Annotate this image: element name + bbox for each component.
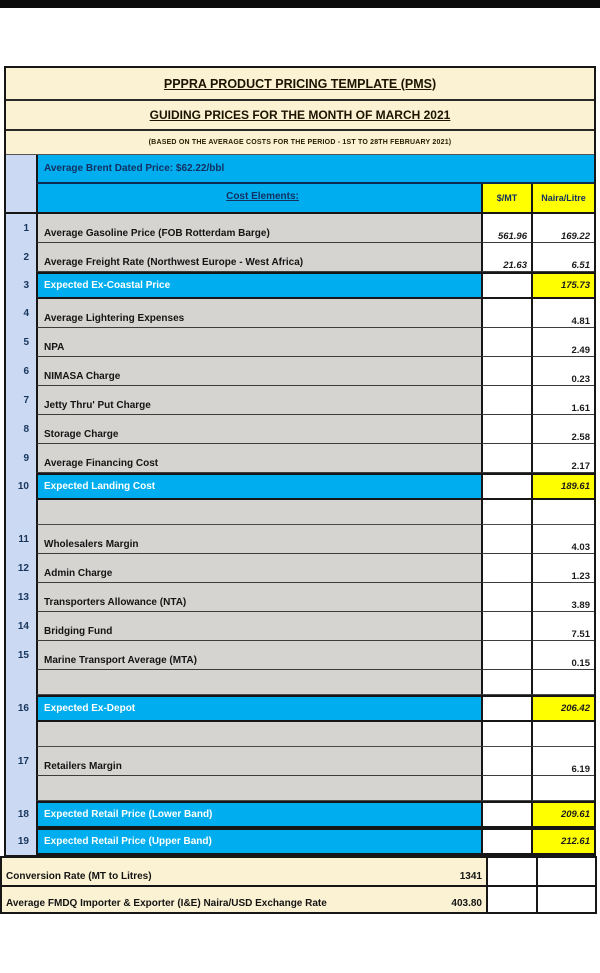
table-row xyxy=(6,695,594,722)
naira-litre-value: 1.23 xyxy=(571,571,590,582)
naira-litre-value: 2.58 xyxy=(571,432,590,443)
naira-litre-value-cell xyxy=(531,386,594,415)
usd-mt-value-cell xyxy=(481,554,531,583)
footer-usd-mt-cell xyxy=(486,887,536,912)
naira-litre-value: 6.51 xyxy=(571,260,590,271)
table-row xyxy=(6,583,594,612)
row-number-cell: 12 xyxy=(6,554,36,583)
row-number-cell: 10 xyxy=(6,473,36,500)
cost-element-label: Expected Retail Price (Lower Band) xyxy=(36,801,481,828)
usd-mt-value-cell xyxy=(481,747,531,776)
row-number-cell xyxy=(6,722,36,747)
row-number-cell: 16 xyxy=(6,695,36,722)
row-number-cell: 2 xyxy=(6,243,36,272)
row-number-cell: 18 xyxy=(6,801,36,828)
exchange-rate-row xyxy=(2,885,595,912)
spacer-row xyxy=(6,776,594,801)
table-row xyxy=(6,299,594,328)
naira-litre-value: 4.03 xyxy=(571,542,590,553)
usd-mt-value-cell xyxy=(481,328,531,357)
usd-mt-value-cell xyxy=(481,776,531,801)
row-number-cell: 6 xyxy=(6,357,36,386)
cost-element-label: Average Freight Rate (Northwest Europe - West Africa) xyxy=(36,243,481,272)
cost-element-label xyxy=(36,722,481,747)
naira-litre-value-cell xyxy=(531,243,594,272)
cost-elements-table-body xyxy=(6,214,594,855)
usd-mt-value-cell xyxy=(481,722,531,747)
usd-mt-value-cell xyxy=(481,415,531,444)
cost-element-label: Admin Charge xyxy=(36,554,481,583)
table-row xyxy=(6,357,594,386)
column-header-cost-elements: Cost Elements: xyxy=(36,184,481,214)
usd-mt-value-cell xyxy=(481,357,531,386)
naira-litre-value: 3.89 xyxy=(571,600,590,611)
naira-litre-value: 4.81 xyxy=(571,316,590,327)
cost-element-label: Average Gasoline Price (FOB Rotterdam Barge) xyxy=(36,214,481,243)
row-number-cell xyxy=(6,184,36,214)
exchange-rate-label: Average FMDQ Importer & Exporter (I&E) Naira/USD Exchange Rate xyxy=(6,898,327,909)
row-number-cell: 13 xyxy=(6,583,36,612)
cost-element-label: Jetty Thru' Put Charge xyxy=(36,386,481,415)
naira-litre-value-cell xyxy=(531,670,594,695)
naira-litre-value: 212.61 xyxy=(560,836,590,847)
naira-litre-value-cell xyxy=(531,828,594,855)
usd-mt-value-cell xyxy=(481,583,531,612)
naira-litre-value-cell xyxy=(531,444,594,473)
naira-litre-value-cell xyxy=(531,554,594,583)
table-row xyxy=(6,525,594,554)
footer-naira-litre-cell xyxy=(536,858,595,885)
cost-element-label: Expected Retail Price (Upper Band) xyxy=(36,828,481,855)
cost-element-label: Storage Charge xyxy=(36,415,481,444)
table-row xyxy=(6,328,594,357)
naira-litre-value-cell xyxy=(531,776,594,801)
usd-mt-value: 21.63 xyxy=(503,260,527,271)
naira-litre-value: 209.61 xyxy=(560,809,590,820)
cost-element-label: Average Lightering Expenses xyxy=(36,299,481,328)
cost-element-label: Expected Ex-Depot xyxy=(36,695,481,722)
naira-litre-value: 175.73 xyxy=(560,280,590,291)
table-row xyxy=(6,641,594,670)
footer-naira-litre-cell xyxy=(536,887,595,912)
table-row xyxy=(6,612,594,641)
naira-litre-value-cell xyxy=(531,641,594,670)
spacer-row xyxy=(6,500,594,525)
naira-litre-value-cell xyxy=(531,500,594,525)
row-number-cell: 4 xyxy=(6,299,36,328)
column-header-naira-litre: Naira/Litre xyxy=(531,184,594,214)
naira-litre-value: 206.42 xyxy=(560,703,590,714)
row-number-cell xyxy=(6,500,36,525)
naira-litre-value-cell xyxy=(531,583,594,612)
naira-litre-value: 2.49 xyxy=(571,345,590,356)
naira-litre-value-cell xyxy=(531,415,594,444)
naira-litre-value: 7.51 xyxy=(571,629,590,640)
conversion-rate-label: Conversion Rate (MT to Litres) xyxy=(6,871,152,882)
usd-mt-value-cell xyxy=(481,612,531,641)
conversion-rate-row xyxy=(2,858,595,885)
row-number-cell: 8 xyxy=(6,415,36,444)
usd-mt-value-cell xyxy=(481,641,531,670)
usd-mt-value-cell xyxy=(481,214,531,243)
exchange-rate-value: 403.80 xyxy=(451,898,482,909)
cost-element-label: Bridging Fund xyxy=(36,612,481,641)
cost-element-label: NPA xyxy=(36,328,481,357)
pricing-template-sheet xyxy=(4,66,596,857)
row-number-cell: 5 xyxy=(6,328,36,357)
naira-litre-value: 0.15 xyxy=(571,658,590,669)
table-row xyxy=(6,473,594,500)
usd-mt-value-cell xyxy=(481,500,531,525)
usd-mt-value-cell xyxy=(481,525,531,554)
cost-element-label: Transporters Allowance (NTA) xyxy=(36,583,481,612)
usd-mt-value-cell xyxy=(481,473,531,500)
cost-element-label: NIMASA Charge xyxy=(36,357,481,386)
row-number-cell: 19 xyxy=(6,828,36,855)
table-row xyxy=(6,747,594,776)
brent-price-note: Average Brent Dated Price: $62.22/bbl xyxy=(36,155,594,184)
cost-element-label: Retailers Margin xyxy=(36,747,481,776)
naira-litre-value-cell xyxy=(531,612,594,641)
spacer-row xyxy=(6,670,594,695)
naira-litre-value-cell xyxy=(531,357,594,386)
brent-price-row xyxy=(6,155,594,184)
usd-mt-value-cell xyxy=(481,801,531,828)
column-header-usd-mt: $/MT xyxy=(481,184,531,214)
usd-mt-value-cell xyxy=(481,444,531,473)
cost-element-label xyxy=(36,500,481,525)
table-row xyxy=(6,828,594,855)
usd-mt-value-cell xyxy=(481,386,531,415)
naira-litre-value-cell xyxy=(531,801,594,828)
sheet-subtitle-month: GUIDING PRICES FOR THE MONTH OF MARCH 2021 xyxy=(6,101,594,131)
usd-mt-value: 561.96 xyxy=(497,231,527,242)
naira-litre-value: 1.61 xyxy=(571,403,590,414)
row-number-cell: 11 xyxy=(6,525,36,554)
row-number-cell: 15 xyxy=(6,641,36,670)
sheet-period-note: (BASED ON THE AVERAGE COSTS FOR THE PERIOD - 1ST TO 28TH FEBRUARY 2021) xyxy=(6,131,594,155)
naira-litre-value: 189.61 xyxy=(560,481,590,492)
usd-mt-value-cell xyxy=(481,670,531,695)
footer-usd-mt-cell xyxy=(486,858,536,885)
column-header-row xyxy=(6,184,594,214)
footer-main-cell xyxy=(2,887,486,912)
sheet-title: PPPRA PRODUCT PRICING TEMPLATE (PMS) xyxy=(6,68,594,101)
naira-litre-value: 169.22 xyxy=(560,231,590,242)
naira-litre-value: 6.19 xyxy=(571,764,590,775)
naira-litre-value-cell xyxy=(531,695,594,722)
table-row xyxy=(6,243,594,272)
naira-litre-value-cell xyxy=(531,299,594,328)
naira-litre-value-cell xyxy=(531,328,594,357)
naira-litre-value-cell xyxy=(531,722,594,747)
footer-rates-band xyxy=(0,856,597,914)
cost-element-label: Average Financing Cost xyxy=(36,444,481,473)
cost-element-label xyxy=(36,670,481,695)
table-row xyxy=(6,415,594,444)
usd-mt-value-cell xyxy=(481,695,531,722)
usd-mt-value-cell xyxy=(481,299,531,328)
usd-mt-value-cell xyxy=(481,243,531,272)
conversion-rate-value: 1341 xyxy=(459,871,482,882)
row-number-cell: 7 xyxy=(6,386,36,415)
cost-element-label: Expected Landing Cost xyxy=(36,473,481,500)
cost-element-label: Wholesalers Margin xyxy=(36,525,481,554)
table-row xyxy=(6,386,594,415)
row-number-cell xyxy=(6,670,36,695)
cost-element-label xyxy=(36,776,481,801)
usd-mt-value-cell xyxy=(481,828,531,855)
cost-element-label: Marine Transport Average (MTA) xyxy=(36,641,481,670)
row-number-cell: 17 xyxy=(6,747,36,776)
naira-litre-value-cell xyxy=(531,473,594,500)
row-number-cell xyxy=(6,776,36,801)
table-row xyxy=(6,444,594,473)
table-row xyxy=(6,272,594,299)
cost-element-label: Expected Ex-Coastal Price xyxy=(36,272,481,299)
naira-litre-value: 0.23 xyxy=(571,374,590,385)
row-number-cell xyxy=(6,155,36,184)
naira-litre-value-cell xyxy=(531,214,594,243)
naira-litre-value: 2.17 xyxy=(571,461,590,472)
table-row xyxy=(6,801,594,828)
table-row xyxy=(6,214,594,243)
usd-mt-value-cell xyxy=(481,272,531,299)
table-row xyxy=(6,554,594,583)
naira-litre-value-cell xyxy=(531,747,594,776)
footer-main-cell xyxy=(2,858,486,885)
naira-litre-value-cell xyxy=(531,272,594,299)
naira-litre-value-cell xyxy=(531,525,594,554)
top-black-bar xyxy=(0,0,600,8)
row-number-cell: 1 xyxy=(6,214,36,243)
row-number-cell: 14 xyxy=(6,612,36,641)
spacer-row xyxy=(6,722,594,747)
row-number-cell: 3 xyxy=(6,272,36,299)
row-number-cell: 9 xyxy=(6,444,36,473)
